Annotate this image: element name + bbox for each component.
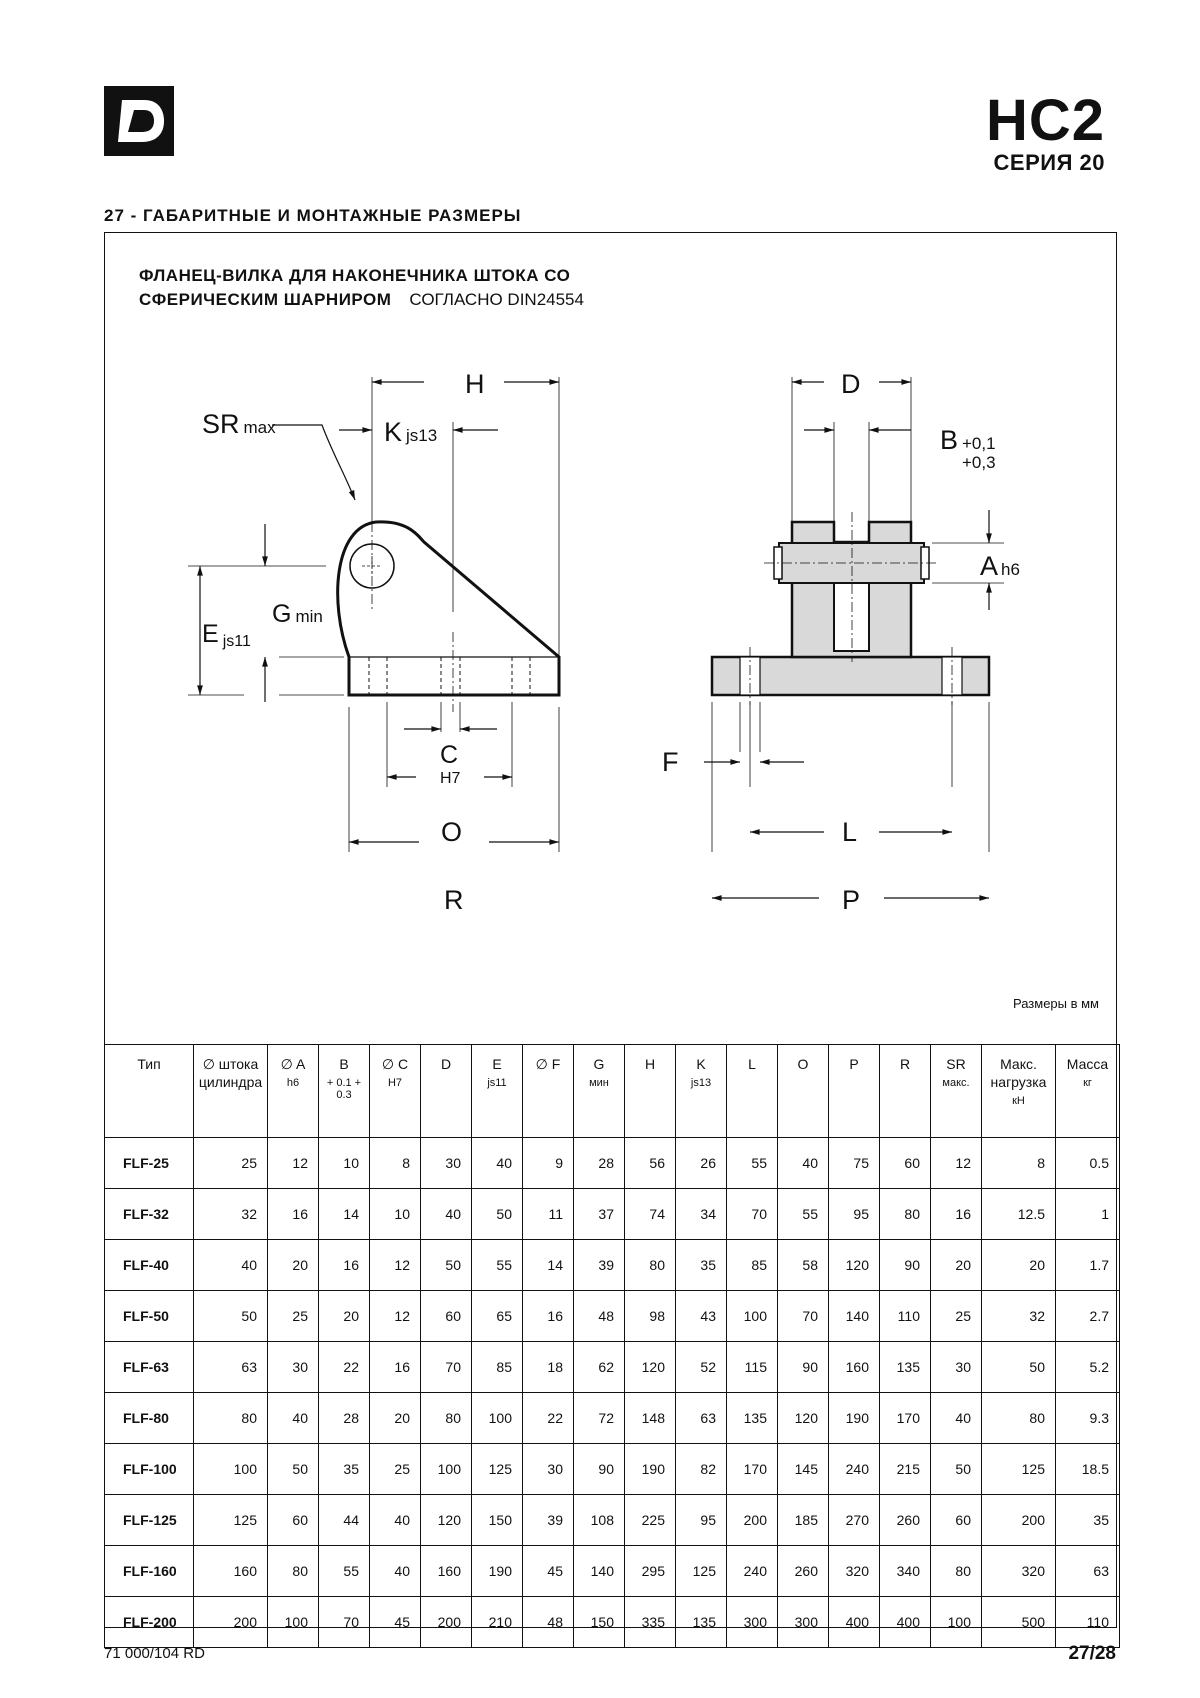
series-code: HC2 — [985, 88, 1105, 153]
column-header — [625, 1045, 676, 1138]
value-cell: 55 — [319, 1546, 370, 1597]
value-cell: 60 — [421, 1291, 472, 1342]
value-cell: 55 — [472, 1240, 523, 1291]
value-cell: 85 — [472, 1342, 523, 1393]
value-cell: 40 — [194, 1240, 268, 1291]
value-cell: 63 — [676, 1393, 727, 1444]
value-cell: 100 — [931, 1597, 982, 1648]
section-title: 27 - ГАБАРИТНЫЕ И МОНТАЖНЫЕ РАЗМЕРЫ — [104, 206, 522, 225]
value-cell: 18 — [523, 1342, 574, 1393]
type-cell: FLF-200 — [105, 1597, 194, 1648]
value-cell: 120 — [421, 1495, 472, 1546]
value-cell: 148 — [625, 1393, 676, 1444]
column-header — [778, 1045, 829, 1138]
value-cell: 43 — [676, 1291, 727, 1342]
series-label: СЕРИЯ 20 — [993, 150, 1105, 175]
value-cell: 1 — [1056, 1189, 1120, 1240]
column-header — [370, 1045, 421, 1138]
value-cell: 135 — [676, 1597, 727, 1648]
value-cell: 16 — [523, 1291, 574, 1342]
column-header — [574, 1045, 625, 1138]
dim-label-A: Ah6 — [980, 551, 1020, 581]
value-cell: 20 — [982, 1240, 1056, 1291]
value-cell: 170 — [880, 1393, 931, 1444]
value-cell: 80 — [421, 1393, 472, 1444]
value-cell: 14 — [319, 1189, 370, 1240]
value-cell: 110 — [880, 1291, 931, 1342]
value-cell: 1.7 — [1056, 1240, 1120, 1291]
dim-label-P: P — [842, 885, 861, 915]
value-cell: 74 — [625, 1189, 676, 1240]
value-cell: 295 — [625, 1546, 676, 1597]
value-cell: 80 — [268, 1546, 319, 1597]
value-cell: 11 — [523, 1189, 574, 1240]
column-header — [472, 1045, 523, 1138]
value-cell: 52 — [676, 1342, 727, 1393]
value-cell: 125 — [982, 1444, 1056, 1495]
column-header-label: SR — [946, 1056, 966, 1072]
value-cell: 90 — [778, 1342, 829, 1393]
page-number: 27/28 — [1068, 1643, 1116, 1664]
column-header-tolerance: кг — [1083, 1077, 1092, 1089]
column-header — [829, 1045, 880, 1138]
value-cell: 100 — [194, 1444, 268, 1495]
value-cell: 60 — [931, 1495, 982, 1546]
column-header-tolerance: + 0.1 + 0.3 — [326, 1077, 362, 1101]
value-cell: 50 — [421, 1240, 472, 1291]
value-cell: 25 — [931, 1291, 982, 1342]
value-cell: 190 — [472, 1546, 523, 1597]
value-cell: 30 — [268, 1342, 319, 1393]
value-cell: 170 — [727, 1444, 778, 1495]
column-header-label: D — [440, 1056, 452, 1072]
doc-code: 71 000/104 RD — [104, 1645, 205, 1662]
value-cell: 270 — [829, 1495, 880, 1546]
value-cell: 240 — [727, 1546, 778, 1597]
value-cell: 48 — [574, 1291, 625, 1342]
value-cell: 260 — [778, 1546, 829, 1597]
dimensions-table — [104, 1044, 1120, 1648]
dim-label-F: F — [662, 747, 679, 777]
value-cell: 35 — [676, 1240, 727, 1291]
value-cell: 100 — [727, 1291, 778, 1342]
value-cell: 28 — [574, 1138, 625, 1189]
column-header-label: L — [748, 1056, 756, 1072]
value-cell: 16 — [319, 1240, 370, 1291]
value-cell: 140 — [574, 1546, 625, 1597]
column-header — [105, 1045, 194, 1138]
value-cell: 320 — [829, 1546, 880, 1597]
value-cell: 500 — [982, 1597, 1056, 1648]
value-cell: 70 — [778, 1291, 829, 1342]
column-header-tolerance: H7 — [387, 1077, 403, 1089]
value-cell: 20 — [268, 1240, 319, 1291]
dim-label-L: L — [842, 817, 858, 847]
value-cell: 190 — [829, 1393, 880, 1444]
value-cell: 45 — [370, 1597, 421, 1648]
value-cell: 300 — [778, 1597, 829, 1648]
value-cell: 125 — [676, 1546, 727, 1597]
column-header-label: O — [797, 1056, 809, 1072]
type-cell: FLF-100 — [105, 1444, 194, 1495]
value-cell: 75 — [829, 1138, 880, 1189]
value-cell: 14 — [523, 1240, 574, 1291]
value-cell: 110 — [1056, 1597, 1120, 1648]
dim-label-B: B — [940, 425, 959, 455]
column-header — [880, 1045, 931, 1138]
dim-label-K: Kjs13 — [384, 417, 438, 447]
value-cell: 10 — [370, 1189, 421, 1240]
dim-label-G: G min — [272, 600, 323, 628]
dim-label-SR: SR max — [202, 409, 276, 439]
value-cell: 16 — [268, 1189, 319, 1240]
value-cell: 72 — [574, 1393, 625, 1444]
value-cell: 45 — [523, 1546, 574, 1597]
value-cell: 40 — [370, 1546, 421, 1597]
value-cell: 0.5 — [1056, 1138, 1120, 1189]
column-header-tolerance: h6 — [286, 1077, 300, 1089]
value-cell: 40 — [472, 1138, 523, 1189]
column-header-tolerance: js13 — [690, 1077, 712, 1089]
column-header-label: P — [849, 1056, 859, 1072]
value-cell: 50 — [931, 1444, 982, 1495]
table-row — [105, 1444, 1120, 1495]
value-cell: 5.2 — [1056, 1342, 1120, 1393]
value-cell: 2.7 — [1056, 1291, 1120, 1342]
table-row — [105, 1189, 1120, 1240]
value-cell: 135 — [880, 1342, 931, 1393]
table-row — [105, 1393, 1120, 1444]
table-row — [105, 1495, 1120, 1546]
value-cell: 95 — [829, 1189, 880, 1240]
value-cell: 400 — [880, 1597, 931, 1648]
value-cell: 100 — [421, 1444, 472, 1495]
value-cell: 30 — [523, 1444, 574, 1495]
type-cell: FLF-32 — [105, 1189, 194, 1240]
value-cell: 22 — [319, 1342, 370, 1393]
value-cell: 63 — [1056, 1546, 1120, 1597]
value-cell: 100 — [268, 1597, 319, 1648]
value-cell: 35 — [1056, 1495, 1120, 1546]
value-cell: 8 — [982, 1138, 1056, 1189]
value-cell: 37 — [574, 1189, 625, 1240]
table-row — [105, 1291, 1120, 1342]
value-cell: 160 — [194, 1546, 268, 1597]
column-header — [727, 1045, 778, 1138]
dim-label-D: D — [841, 369, 861, 399]
value-cell: 120 — [778, 1393, 829, 1444]
value-cell: 160 — [829, 1342, 880, 1393]
column-header-tolerance: js11 — [487, 1077, 507, 1089]
value-cell: 115 — [727, 1342, 778, 1393]
value-cell: 200 — [727, 1495, 778, 1546]
value-cell: 260 — [880, 1495, 931, 1546]
type-cell: FLF-160 — [105, 1546, 194, 1597]
dim-label-E: Ejs11 — [202, 620, 251, 650]
value-cell: 55 — [727, 1138, 778, 1189]
column-header-label: H — [644, 1056, 656, 1072]
value-cell: 60 — [880, 1138, 931, 1189]
column-header-label: R — [899, 1056, 911, 1072]
dim-label-C: C — [440, 741, 459, 769]
value-cell: 108 — [574, 1495, 625, 1546]
table-row — [105, 1546, 1120, 1597]
value-cell: 240 — [829, 1444, 880, 1495]
column-header — [676, 1045, 727, 1138]
value-cell: 25 — [194, 1138, 268, 1189]
value-cell: 39 — [523, 1495, 574, 1546]
column-header-label: E — [492, 1056, 502, 1072]
value-cell: 62 — [574, 1342, 625, 1393]
value-cell: 125 — [472, 1444, 523, 1495]
dim-label-B-tol-top: +0,1 — [962, 434, 996, 453]
column-header — [523, 1045, 574, 1138]
value-cell: 210 — [472, 1597, 523, 1648]
value-cell: 12 — [370, 1240, 421, 1291]
value-cell: 80 — [625, 1240, 676, 1291]
value-cell: 65 — [472, 1291, 523, 1342]
value-cell: 40 — [778, 1138, 829, 1189]
value-cell: 20 — [370, 1393, 421, 1444]
column-header — [1056, 1045, 1120, 1138]
type-cell: FLF-63 — [105, 1342, 194, 1393]
subtitle-line2-norm: СОГЛАСНО DIN24554 — [409, 290, 584, 309]
value-cell: 9.3 — [1056, 1393, 1120, 1444]
column-header-label: Макс. нагрузка — [990, 1056, 1047, 1090]
column-header-tolerance: кН — [1012, 1095, 1025, 1107]
technical-drawing — [104, 232, 1117, 1044]
column-header-label: ∅ C — [381, 1056, 409, 1072]
value-cell: 28 — [319, 1393, 370, 1444]
value-cell: 8 — [370, 1138, 421, 1189]
value-cell: 320 — [982, 1546, 1056, 1597]
table-body — [105, 1138, 1120, 1648]
column-header-label: B — [339, 1056, 349, 1072]
value-cell: 200 — [982, 1495, 1056, 1546]
value-cell: 150 — [472, 1495, 523, 1546]
value-cell: 40 — [268, 1393, 319, 1444]
value-cell: 34 — [676, 1189, 727, 1240]
value-cell: 16 — [931, 1189, 982, 1240]
value-cell: 63 — [194, 1342, 268, 1393]
value-cell: 200 — [194, 1597, 268, 1648]
value-cell: 200 — [421, 1597, 472, 1648]
column-header-label: K — [696, 1056, 706, 1072]
value-cell: 35 — [319, 1444, 370, 1495]
value-cell: 140 — [829, 1291, 880, 1342]
value-cell: 55 — [778, 1189, 829, 1240]
value-cell: 32 — [194, 1189, 268, 1240]
value-cell: 16 — [370, 1342, 421, 1393]
value-cell: 30 — [931, 1342, 982, 1393]
value-cell: 48 — [523, 1597, 574, 1648]
value-cell: 39 — [574, 1240, 625, 1291]
value-cell: 50 — [472, 1189, 523, 1240]
table-row — [105, 1138, 1120, 1189]
value-cell: 18.5 — [1056, 1444, 1120, 1495]
table-header-row — [105, 1045, 1120, 1138]
series-header — [985, 88, 1105, 176]
value-cell: 12 — [268, 1138, 319, 1189]
value-cell: 340 — [880, 1546, 931, 1597]
value-cell: 60 — [268, 1495, 319, 1546]
dim-label-B-tol-bot: +0,3 — [962, 453, 996, 472]
value-cell: 185 — [778, 1495, 829, 1546]
table-row — [105, 1342, 1120, 1393]
value-cell: 70 — [319, 1597, 370, 1648]
type-cell: FLF-40 — [105, 1240, 194, 1291]
value-cell: 25 — [268, 1291, 319, 1342]
value-cell: 58 — [778, 1240, 829, 1291]
value-cell: 12 — [370, 1291, 421, 1342]
value-cell: 56 — [625, 1138, 676, 1189]
value-cell: 9 — [523, 1138, 574, 1189]
side-view — [188, 377, 559, 852]
column-header-label: Тип — [137, 1056, 161, 1072]
value-cell: 100 — [472, 1393, 523, 1444]
type-cell: FLF-80 — [105, 1393, 194, 1444]
value-cell: 95 — [676, 1495, 727, 1546]
column-header-label: ∅ штока цилиндра — [198, 1056, 263, 1090]
value-cell: 160 — [421, 1546, 472, 1597]
column-header — [982, 1045, 1056, 1138]
value-cell: 80 — [194, 1393, 268, 1444]
value-cell: 25 — [370, 1444, 421, 1495]
value-cell: 85 — [727, 1240, 778, 1291]
value-cell: 90 — [574, 1444, 625, 1495]
value-cell: 98 — [625, 1291, 676, 1342]
value-cell: 300 — [727, 1597, 778, 1648]
value-cell: 50 — [268, 1444, 319, 1495]
value-cell: 50 — [982, 1342, 1056, 1393]
column-header-label: ∅ A — [280, 1056, 306, 1072]
table-row — [105, 1240, 1120, 1291]
value-cell: 125 — [194, 1495, 268, 1546]
value-cell: 12 — [931, 1138, 982, 1189]
value-cell: 80 — [880, 1189, 931, 1240]
dim-label-R: R — [444, 885, 464, 915]
value-cell: 70 — [727, 1189, 778, 1240]
column-header — [319, 1045, 370, 1138]
column-header — [268, 1045, 319, 1138]
dim-label-O: O — [441, 817, 463, 847]
column-header-label: ∅ F — [535, 1056, 561, 1072]
units-note: Размеры в мм — [1012, 996, 1099, 1011]
value-cell: 32 — [982, 1291, 1056, 1342]
value-cell: 82 — [676, 1444, 727, 1495]
value-cell: 44 — [319, 1495, 370, 1546]
column-header-label: G — [593, 1056, 605, 1072]
column-header-label: Масса — [1066, 1056, 1109, 1072]
dim-label-C-tol: H7 — [440, 770, 461, 787]
table-row — [105, 1597, 1120, 1648]
value-cell: 22 — [523, 1393, 574, 1444]
value-cell: 80 — [931, 1546, 982, 1597]
value-cell: 40 — [931, 1393, 982, 1444]
value-cell: 120 — [829, 1240, 880, 1291]
value-cell: 40 — [370, 1495, 421, 1546]
value-cell: 225 — [625, 1495, 676, 1546]
value-cell: 20 — [319, 1291, 370, 1342]
value-cell: 190 — [625, 1444, 676, 1495]
value-cell: 30 — [421, 1138, 472, 1189]
value-cell: 120 — [625, 1342, 676, 1393]
company-logo — [104, 86, 174, 156]
value-cell: 400 — [829, 1597, 880, 1648]
column-header — [194, 1045, 268, 1138]
value-cell: 335 — [625, 1597, 676, 1648]
value-cell: 135 — [727, 1393, 778, 1444]
value-cell: 40 — [421, 1189, 472, 1240]
column-header — [931, 1045, 982, 1138]
value-cell: 50 — [194, 1291, 268, 1342]
type-cell: FLF-50 — [105, 1291, 194, 1342]
type-cell: FLF-125 — [105, 1495, 194, 1546]
value-cell: 150 — [574, 1597, 625, 1648]
dim-label-H: H — [465, 369, 485, 399]
value-cell: 70 — [421, 1342, 472, 1393]
value-cell: 26 — [676, 1138, 727, 1189]
type-cell: FLF-25 — [105, 1138, 194, 1189]
value-cell: 20 — [931, 1240, 982, 1291]
value-cell: 10 — [319, 1138, 370, 1189]
column-header — [421, 1045, 472, 1138]
subtitle-line2-bold: СФЕРИЧЕСКИМ ШАРНИРОМ — [139, 290, 392, 309]
value-cell: 215 — [880, 1444, 931, 1495]
value-cell: 145 — [778, 1444, 829, 1495]
column-header-tolerance: мин — [589, 1077, 609, 1089]
value-cell: 12.5 — [982, 1189, 1056, 1240]
value-cell: 80 — [982, 1393, 1056, 1444]
column-header-tolerance: макс. — [942, 1077, 970, 1089]
subtitle-line1: ФЛАНЕЦ-ВИЛКА ДЛЯ НАКОНЕЧНИКА ШТОКА СО — [139, 266, 571, 285]
value-cell: 90 — [880, 1240, 931, 1291]
